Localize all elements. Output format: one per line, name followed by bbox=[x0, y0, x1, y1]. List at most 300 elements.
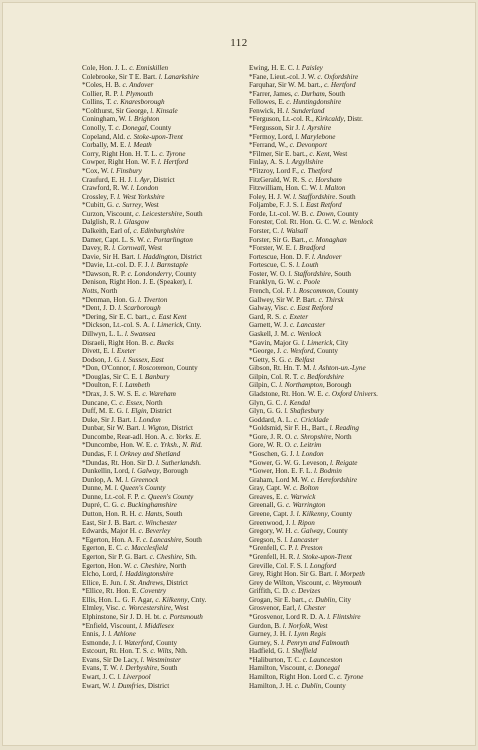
member-name: *Fane, Lieut.-col. J. W. bbox=[249, 72, 318, 81]
member-entry bbox=[249, 381, 419, 390]
constituency: l. Plymouth bbox=[120, 89, 154, 98]
constituency: l. Glasgow bbox=[118, 218, 150, 227]
member-name: *Egerton, Hon. A. F. bbox=[82, 535, 143, 544]
constituency: c. Thetford bbox=[300, 166, 332, 175]
member-name: Garnett, W. J. bbox=[249, 321, 290, 330]
member-name: French, Col. F. bbox=[249, 287, 294, 296]
member-entry bbox=[77, 441, 242, 450]
member-name: Foster, W. O. bbox=[249, 269, 289, 278]
member-entry bbox=[249, 579, 419, 588]
member-name: *Douglas, Sir C. E. bbox=[82, 372, 140, 381]
constituency: c. Lancashire bbox=[142, 535, 182, 544]
constituency: c. Exeter bbox=[282, 312, 309, 321]
constituency-suffix: , County bbox=[333, 287, 359, 296]
member-name: Ellis, Hon. L. G. F. Agar, bbox=[82, 595, 156, 604]
member-name: Cole, Hon. J. L. bbox=[82, 64, 130, 72]
member-name: Craufurd, E. H. J. bbox=[82, 175, 135, 184]
constituency: l. Kendal bbox=[283, 398, 311, 407]
constituency-suffix: , West bbox=[171, 604, 189, 613]
member-name: *Dering, Sir E. C. bart., bbox=[82, 312, 152, 321]
constituency: l. Haddingtonshire bbox=[119, 570, 174, 579]
right-column bbox=[249, 64, 419, 690]
constituency: l. West Yorkshire bbox=[117, 192, 165, 201]
member-entry bbox=[249, 416, 419, 425]
constituency: c. Hertford bbox=[324, 81, 356, 90]
member-name: Duncombe, Rear-adl. Hon. A. bbox=[82, 432, 170, 441]
constituency-suffix: , County bbox=[173, 364, 198, 373]
member-entry bbox=[77, 459, 242, 468]
member-name: *Gower, Hon. E. F. L. bbox=[249, 467, 314, 476]
member-entry bbox=[244, 467, 419, 476]
member-name: Evans, T. W. bbox=[82, 664, 120, 673]
member-entry bbox=[82, 493, 242, 502]
constituency-suffix: , Borough bbox=[159, 467, 188, 476]
member-name: *Goschen, G. J. bbox=[249, 450, 297, 459]
member-entry bbox=[82, 407, 242, 416]
member-entry bbox=[244, 90, 419, 99]
constituency: l. Galway bbox=[131, 467, 160, 476]
member-name: Esmonde, J. bbox=[82, 638, 119, 647]
member-name: Foljambe, F. J. S. bbox=[249, 201, 301, 210]
member-entry bbox=[249, 210, 419, 219]
member-name: *Getty, S. G. bbox=[249, 355, 288, 364]
constituency: c. Leitrim bbox=[293, 441, 322, 450]
member-entry bbox=[82, 639, 242, 648]
member-entry bbox=[249, 527, 419, 536]
member-entry bbox=[82, 399, 242, 408]
member-name: Duke, Sir J. Bart. bbox=[82, 415, 134, 424]
member-name: Gurney, S. bbox=[249, 638, 282, 647]
constituency: c. Lancaster bbox=[289, 321, 326, 330]
member-entry bbox=[82, 287, 242, 296]
constituency-suffix: , West bbox=[144, 244, 163, 253]
member-entry bbox=[82, 604, 242, 613]
member-name: *Ferguson, Lt.-col. R., bbox=[249, 115, 316, 124]
member-name: Corry, Right Hon. H. T. L. bbox=[82, 149, 160, 158]
constituency: l. Athlone bbox=[108, 630, 136, 639]
member-name: Crawford, R. W. bbox=[82, 184, 131, 193]
member-name: Dunbar, Sir W. Bart. bbox=[82, 424, 143, 433]
constituency: c. Essex bbox=[119, 398, 143, 407]
member-name: Dalglish, R. bbox=[82, 218, 119, 227]
member-name: Griffith, C. D. bbox=[249, 587, 292, 596]
member-entry bbox=[77, 390, 242, 399]
constituency: l. Cornwall bbox=[112, 244, 145, 253]
member-name: Galway, Visc. bbox=[249, 304, 291, 313]
constituency: l. Longford bbox=[304, 561, 337, 570]
member-name: Greenall, G. bbox=[249, 501, 286, 510]
member-entry bbox=[249, 493, 419, 502]
constituency: c. Cricklade bbox=[293, 415, 329, 424]
constituency: l. Roscommon bbox=[132, 364, 174, 373]
member-name: Dodson, J. G. bbox=[82, 355, 123, 364]
member-entry bbox=[249, 562, 419, 571]
constituency: l. Scarborough bbox=[118, 304, 161, 313]
member-name: Crossley, F. bbox=[82, 192, 118, 201]
member-entry bbox=[82, 64, 242, 73]
member-entry bbox=[82, 158, 242, 167]
constituency: l. Lambeth bbox=[119, 381, 151, 390]
member-entry bbox=[82, 193, 242, 202]
constituency: l. Hertford bbox=[157, 158, 189, 167]
constituency: c. Worcestershire bbox=[121, 604, 172, 613]
constituency: c. Leicestershire bbox=[135, 209, 183, 218]
member-entry bbox=[82, 124, 242, 133]
constituency-suffix: , Cnty. bbox=[182, 321, 202, 330]
constituency-suffix: , District bbox=[146, 407, 172, 416]
constituency: l. Ashton-un.-Lyne bbox=[313, 364, 366, 373]
member-name: *Goldsmid, Sir F. H., Bart., bbox=[249, 424, 330, 433]
member-name: Fenwick, H. bbox=[249, 106, 286, 115]
member-name: Forster, C. bbox=[249, 226, 281, 235]
constituency: c. Portsmouth bbox=[162, 613, 203, 621]
constituency: l. Limerick bbox=[151, 321, 183, 330]
member-entry bbox=[249, 64, 419, 73]
member-name: Dunne, M. bbox=[82, 484, 115, 493]
member-entry bbox=[82, 115, 242, 124]
constituency: c. Monaghan bbox=[309, 235, 347, 244]
member-name: Graham, Lord M. W. bbox=[249, 475, 311, 484]
member-name: Elphinstone, Sir J. D. H. bt. bbox=[82, 613, 163, 621]
constituency: c. Devizes bbox=[291, 587, 321, 596]
member-name: Coningham, W. bbox=[82, 115, 129, 124]
member-name: *Farrer, James, bbox=[249, 89, 295, 98]
member-entry bbox=[82, 133, 242, 142]
constituency-suffix: , County bbox=[171, 269, 197, 278]
constituency: l. Louth bbox=[296, 261, 319, 270]
member-name: Fortescue, C. S. bbox=[249, 261, 297, 270]
constituency: l. Malton bbox=[319, 184, 346, 193]
member-name: Denison, Right Hon. J. E. (Speaker), bbox=[82, 278, 189, 287]
member-entry bbox=[249, 519, 419, 528]
member-name: *Dent, J. D. bbox=[82, 304, 119, 313]
member-entry bbox=[249, 261, 419, 270]
member-entry bbox=[77, 81, 242, 90]
member-entry bbox=[249, 639, 419, 648]
constituency: l. Bodmin bbox=[314, 467, 342, 476]
member-entry bbox=[82, 682, 242, 691]
constituency: c. Dublin bbox=[294, 681, 322, 690]
member-entry bbox=[249, 501, 419, 510]
member-entry bbox=[249, 81, 419, 90]
member-entry bbox=[82, 579, 242, 588]
member-name: *Davie, Lt.-col. D. F. J. bbox=[82, 261, 152, 270]
constituency: c. Surrey bbox=[115, 201, 142, 210]
member-name: *Don, O'Connor, bbox=[82, 364, 133, 373]
constituency: c. Wexford bbox=[283, 347, 314, 356]
constituency-suffix: , South bbox=[157, 664, 178, 673]
constituency: c. Poole bbox=[296, 278, 321, 287]
constituency-suffix: , South bbox=[181, 535, 202, 544]
member-entry bbox=[82, 218, 242, 227]
member-name: Gaskell, J. M. bbox=[249, 329, 291, 338]
constituency: l. Haddington bbox=[137, 252, 178, 261]
member-name: Foley, H. J. W. bbox=[249, 192, 293, 201]
constituency: c. Wenlock bbox=[290, 329, 322, 338]
member-name: *Cox, W. bbox=[82, 166, 111, 175]
constituency: l. London bbox=[130, 184, 159, 193]
constituency: l. London bbox=[133, 415, 161, 424]
book-page bbox=[2, 2, 476, 746]
constituency-suffix: , West bbox=[310, 621, 328, 630]
member-entry bbox=[249, 193, 419, 202]
member-name: Greville, Col. F. S. bbox=[249, 561, 305, 570]
member-name: Greaves, E. bbox=[249, 492, 284, 501]
member-entry bbox=[249, 536, 419, 545]
member-name: *Filmer, Sir E. bart., bbox=[249, 149, 310, 158]
member-entry bbox=[77, 270, 242, 279]
member-name: Dalkeith, Earl of, bbox=[82, 226, 134, 235]
member-name: *Dickson, Lt.-col. S. A. bbox=[82, 321, 152, 330]
member-name: Farquhar, Sir W. M. bart., bbox=[249, 81, 325, 90]
constituency-suffix: , North bbox=[165, 561, 187, 570]
member-name: *Haliburton, T. C. bbox=[249, 655, 303, 664]
member-name: Forde, Lt.-col. W. B. bbox=[249, 209, 310, 218]
constituency-suffix: , Cnty. bbox=[187, 595, 207, 604]
constituency: l. Brighton bbox=[128, 115, 160, 124]
member-entry bbox=[244, 133, 419, 142]
member-name: Hamilton, J. H. bbox=[249, 681, 295, 690]
member-entry bbox=[82, 630, 242, 639]
constituency: c. Cheshire bbox=[149, 552, 182, 561]
constituency: l. Greenock bbox=[125, 475, 159, 484]
constituency: c. Galway bbox=[294, 527, 324, 536]
constituency-suffix: , County bbox=[321, 681, 346, 690]
member-entry bbox=[249, 287, 419, 296]
member-entry bbox=[249, 218, 419, 227]
member-entry bbox=[249, 321, 419, 330]
constituency: l. Roscommon bbox=[293, 287, 334, 296]
member-entry bbox=[82, 510, 242, 519]
member-entry bbox=[82, 150, 242, 159]
member-name: Collins, T. bbox=[82, 98, 114, 107]
constituency-suffix: , District bbox=[149, 175, 175, 184]
constituency-suffix: , City bbox=[332, 338, 349, 347]
member-entry bbox=[82, 339, 242, 348]
constituency: c. Herefordshire bbox=[310, 475, 358, 484]
member-name: Gurdon, B. bbox=[249, 621, 283, 630]
member-name: *Grenfell, H. R. bbox=[249, 552, 297, 561]
constituency: c. Devonport bbox=[289, 141, 327, 150]
member-name: *Grenfell, C. P. bbox=[249, 544, 296, 553]
member-entry bbox=[82, 656, 242, 665]
member-name: Estcourt, Rt. Hon. T. S. bbox=[82, 647, 151, 656]
member-entry bbox=[77, 201, 242, 210]
constituency: c. Oxford Univers. bbox=[325, 389, 379, 398]
constituency: c. Beverley bbox=[138, 527, 171, 536]
constituency: Notts bbox=[82, 287, 98, 296]
member-entry bbox=[249, 587, 419, 596]
member-name: Dunkellin, Lord, bbox=[82, 467, 132, 476]
member-name: Glyn, G. C. bbox=[249, 398, 284, 407]
member-entry bbox=[244, 150, 419, 159]
constituency: c. Portarlington bbox=[146, 235, 193, 244]
member-name: Fortescue, Hon. D. F. bbox=[249, 252, 312, 261]
member-entry bbox=[82, 673, 242, 682]
member-entry bbox=[77, 167, 242, 176]
constituency-suffix: , District bbox=[177, 252, 203, 261]
constituency: l. Lanarkshire bbox=[158, 72, 199, 81]
constituency-suffix: , County bbox=[313, 347, 338, 356]
member-name: Dundas, F. bbox=[82, 450, 115, 459]
constituency-suffix: , Nth. bbox=[171, 647, 188, 656]
constituency: l. Walsall bbox=[280, 226, 308, 235]
constituency-suffix: , County bbox=[323, 527, 348, 536]
member-name: Dunlop, A. M. bbox=[82, 475, 126, 484]
constituency: c. Queen's County bbox=[141, 492, 194, 501]
constituency: c. Edinburghshire bbox=[133, 226, 185, 235]
member-name: Gregory, W. H. bbox=[249, 527, 295, 536]
member-name: Hamilton, Right Hon. Lord C. bbox=[249, 673, 338, 682]
constituency: l. Staffordshire bbox=[288, 269, 331, 278]
member-name: Elcho, Lord, bbox=[82, 570, 120, 579]
member-name: Davie, Sir H. Bart. bbox=[82, 252, 138, 261]
member-entry bbox=[82, 210, 242, 219]
constituency: l. Preston bbox=[295, 544, 323, 553]
member-name: *Denman, Hon. G. bbox=[82, 295, 138, 304]
member-name: Finlay, A. S. bbox=[249, 158, 287, 167]
constituency: l. Banbury bbox=[139, 372, 170, 381]
constituency: c. Warwick bbox=[283, 492, 316, 501]
member-entry bbox=[249, 98, 419, 107]
member-entry bbox=[82, 253, 242, 262]
member-name: *Ferrand, W., bbox=[249, 141, 290, 150]
constituency: c. Donegal bbox=[115, 124, 147, 133]
constituency: l. Sunderland bbox=[285, 106, 325, 115]
constituency: c. Down bbox=[309, 209, 334, 218]
member-entry bbox=[244, 244, 419, 253]
left-column bbox=[82, 64, 242, 690]
constituency: l. London bbox=[296, 450, 324, 459]
member-name: *Doulton, F. bbox=[82, 381, 120, 390]
member-entry bbox=[244, 339, 419, 348]
member-name: Duncane, C. bbox=[82, 398, 120, 407]
constituency: c. Bucks bbox=[150, 338, 174, 347]
constituency: c. East Kent bbox=[151, 312, 187, 321]
member-name: Disraeli, Right Hon. B. bbox=[82, 338, 151, 347]
constituency: l. Elgin bbox=[125, 407, 147, 416]
member-name: Corbally, M. E. bbox=[82, 141, 128, 150]
member-entry bbox=[249, 236, 419, 245]
member-entry bbox=[249, 107, 419, 116]
member-entry bbox=[249, 313, 419, 322]
member-name: Hadfield, G. bbox=[249, 647, 287, 656]
constituency: c. Huntingdonshire bbox=[286, 98, 342, 107]
constituency: l. Sussex, East bbox=[122, 355, 164, 364]
constituency-suffix: , Sth. bbox=[181, 552, 197, 561]
constituency: l. Wigton bbox=[142, 424, 169, 433]
member-name: Grosvenor, Earl, bbox=[249, 604, 298, 613]
constituency: l. Kilkenny bbox=[296, 510, 328, 519]
constituency-suffix: , District bbox=[168, 424, 194, 433]
member-entry bbox=[249, 390, 419, 399]
member-entry bbox=[82, 433, 242, 442]
constituency: c. Yrksh., N. Rid. bbox=[153, 441, 203, 450]
constituency-suffix: , North bbox=[142, 398, 163, 407]
constituency: l. Penryn and Falmouth bbox=[281, 638, 350, 647]
member-entry bbox=[249, 227, 419, 236]
constituency: c. Warrington bbox=[285, 501, 326, 510]
constituency: l. Flintshire bbox=[327, 613, 361, 621]
member-entry bbox=[77, 296, 242, 305]
member-entry bbox=[82, 424, 242, 433]
member-name: Evans, Sir De Lacy, bbox=[82, 655, 141, 664]
member-name: Gladstone, Rt. Hon. W. E. bbox=[249, 389, 326, 398]
member-entry bbox=[249, 201, 419, 210]
constituency: c. Horsham bbox=[308, 175, 342, 184]
member-entry bbox=[82, 484, 242, 493]
constituency: l. Sutherlandsh. bbox=[156, 458, 202, 467]
constituency: l. Andover bbox=[311, 252, 342, 261]
constituency: Coventry bbox=[139, 587, 167, 596]
member-name: *Colthurst, Sir George, bbox=[82, 106, 151, 115]
constituency: l. Barnstaple bbox=[151, 261, 188, 270]
member-entry bbox=[244, 424, 419, 433]
member-entry bbox=[82, 553, 242, 562]
member-entry bbox=[249, 407, 419, 416]
constituency: l. Waterford bbox=[118, 638, 153, 647]
member-name: Hamilton, Viscount, bbox=[249, 664, 309, 673]
member-entry bbox=[82, 519, 242, 528]
member-entry bbox=[82, 90, 242, 99]
member-name: Fellowes, E. bbox=[249, 98, 287, 107]
member-entry bbox=[82, 570, 242, 579]
member-name: Divett, E. bbox=[82, 347, 112, 356]
constituency: l. Middlesex bbox=[138, 621, 174, 630]
member-entry bbox=[249, 184, 419, 193]
member-name: *Duncombe, Hon. W. E. bbox=[82, 441, 154, 450]
constituency: l. Bradford bbox=[293, 244, 326, 253]
constituency: l. Exeter bbox=[111, 347, 136, 356]
member-name: Dillwyn, L. L. bbox=[82, 329, 125, 338]
member-name: Gray, Capt. W. bbox=[249, 484, 293, 493]
constituency-suffix: , City bbox=[335, 595, 351, 604]
member-name: Forster, Sir G. Bart., bbox=[249, 235, 310, 244]
member-entry bbox=[82, 347, 242, 356]
member-name: Ewart, W. bbox=[82, 681, 113, 690]
member-name: Colebrooke, Sir T E. Bart. bbox=[82, 72, 159, 81]
member-entry bbox=[82, 613, 242, 622]
constituency: l. Shaftesbury bbox=[284, 407, 324, 416]
member-entry bbox=[82, 184, 242, 193]
member-entry bbox=[77, 622, 242, 631]
constituency: c. Buckinghamshire bbox=[120, 501, 177, 510]
member-entry bbox=[82, 450, 242, 459]
member-name: Duff, M. E. G. bbox=[82, 407, 126, 416]
member-entry bbox=[82, 476, 242, 485]
constituency: c. Kilkenny bbox=[155, 595, 188, 604]
member-name: *Ellice, Rt. Hon. E. bbox=[82, 587, 140, 596]
constituency: l. Liverpool bbox=[117, 673, 151, 682]
member-entry bbox=[244, 356, 419, 365]
member-name: *Fergusson, Sir J. bbox=[249, 124, 302, 133]
constituency: c. East Retford bbox=[290, 304, 333, 313]
member-entry bbox=[249, 330, 419, 339]
constituency: l. Limerick bbox=[301, 338, 333, 347]
member-name: Dutton, Hon. R. H. bbox=[82, 510, 139, 519]
constituency: l. Reading bbox=[329, 424, 359, 433]
member-entry bbox=[82, 176, 242, 185]
constituency: c. Cheshire bbox=[133, 561, 166, 570]
member-entry bbox=[82, 664, 242, 673]
member-name: Cowper, Right Hon. W. F. bbox=[82, 158, 158, 167]
constituency: l. St. Andrews bbox=[123, 578, 163, 587]
constituency: l. Finsbury bbox=[110, 166, 142, 175]
member-name: *Grosvenor, Lord R. D. A. bbox=[249, 613, 328, 621]
constituency: c. Knaresborough bbox=[113, 98, 165, 107]
member-name: Copeland, Ald. bbox=[82, 132, 127, 141]
member-name: *Gore, J. R. O. bbox=[249, 432, 294, 441]
